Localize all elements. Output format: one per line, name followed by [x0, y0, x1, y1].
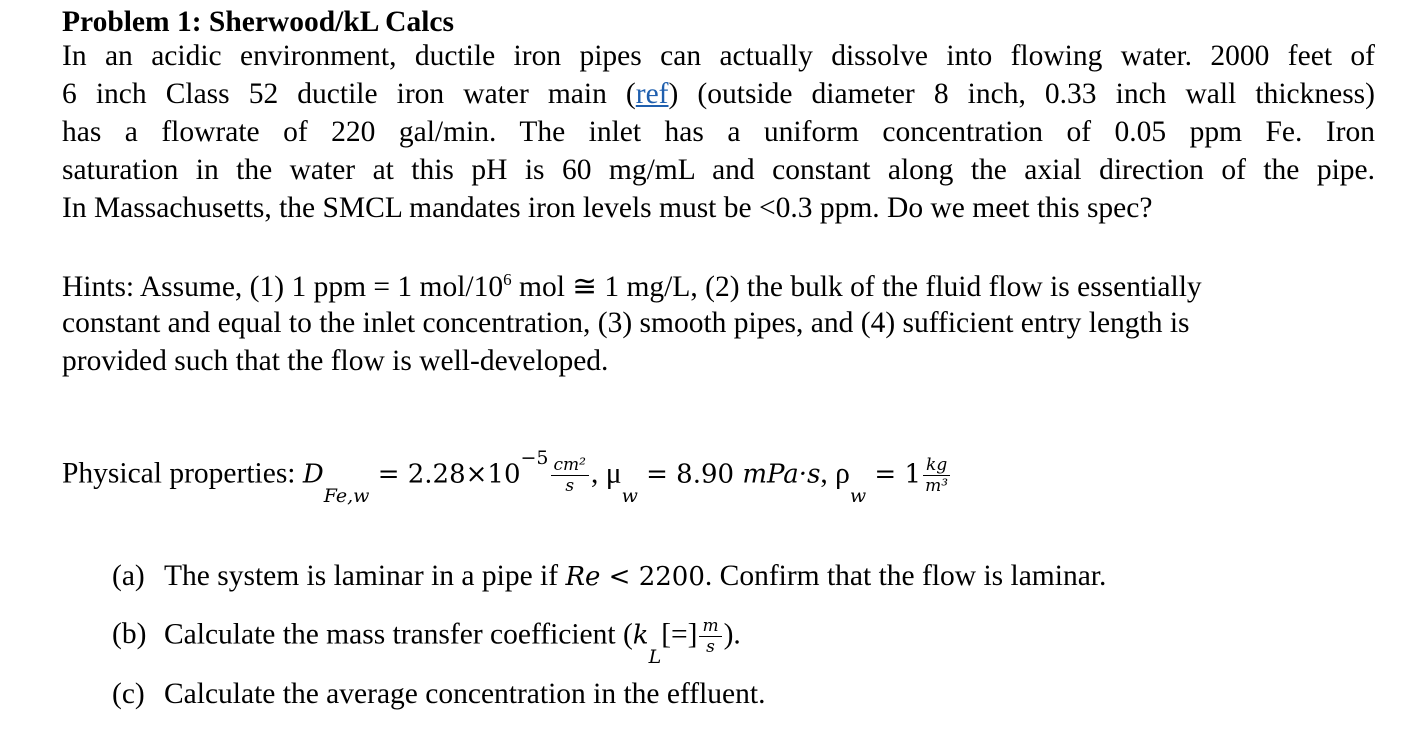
- diffusivity-symbol: D: [302, 459, 324, 490]
- paragraph-line: In an acidic environment, ductile iron pipes can actually dissolve into flowing water. 2000 feet of: [62, 40, 1375, 72]
- text: 6 inch Class 52 ductile iron water main (: [62, 78, 636, 110]
- denominator: s: [706, 637, 715, 657]
- diffusivity-unit: [551, 455, 589, 496]
- text: mol ≅ 1 mg/L, (2) the bulk of the fluid flow is essentially: [511, 271, 1202, 303]
- density-symbol: ρ: [835, 457, 850, 490]
- paragraph-line: has a flowrate of 220 gal/min. The inlet has a uniform concentration of 0.05 ppm Fe. Iron: [62, 116, 1375, 148]
- ref-link[interactable]: ref: [635, 78, 669, 110]
- item-label: (c): [112, 678, 145, 710]
- exponent: −5: [520, 447, 549, 470]
- separator: ,: [591, 457, 606, 490]
- separator: ,: [820, 457, 836, 490]
- subscript: w: [621, 485, 638, 508]
- text: The system is laminar in a pipe if: [164, 560, 566, 592]
- numerator: kg: [923, 455, 950, 476]
- physical-properties: [62, 447, 1375, 508]
- subscript: w: [849, 485, 867, 508]
- question-c: [112, 678, 765, 711]
- text: [=]: [661, 618, 698, 651]
- problem-title: Problem 1: Sherwood/kL Calcs: [62, 6, 454, 38]
- density-value: = 1: [866, 459, 922, 490]
- question-b: [112, 616, 741, 669]
- viscosity-unit: mPa·s: [742, 459, 821, 490]
- viscosity-symbol: μ: [605, 457, 622, 490]
- math: k: [632, 620, 649, 651]
- superscript: 6: [503, 270, 512, 290]
- text: Calculate the mass transfer coefficient (: [164, 618, 633, 651]
- unit-fraction: [699, 616, 721, 657]
- properties-label: Physical properties:: [62, 457, 303, 490]
- text: ) (outside diameter 8 inch, 0.33 inch wall thickness): [668, 78, 1375, 110]
- hints-line: constant and equal to the inlet concentration, (3) smooth pipes, and (4) sufficient entry length is: [62, 307, 1190, 339]
- paragraph-line: [62, 78, 1375, 111]
- text: . Confirm that the flow is laminar.: [704, 560, 1107, 592]
- question-a: [112, 560, 1106, 593]
- numerator: cm²: [551, 455, 589, 476]
- item-label: (a): [112, 560, 145, 592]
- hints-line: [62, 269, 1375, 304]
- subscript: L: [648, 646, 662, 669]
- math: < 2200: [600, 562, 705, 592]
- text: Calculate the average concentration in the effluent.: [164, 678, 766, 710]
- density-unit: [923, 455, 950, 496]
- denominator: s: [565, 476, 575, 496]
- numerator: m: [699, 616, 721, 637]
- paragraph-line: saturation in the water at this pH is 60 mg/mL and constant along the axial direction of the pipe.: [62, 154, 1375, 186]
- text: ).: [723, 618, 741, 651]
- paragraph-line: In Massachusetts, the SMCL mandates iron levels must be <0.3 ppm. Do we meet this spec?: [62, 192, 1153, 224]
- item-label: (b): [112, 618, 147, 651]
- hints-line: provided such that the flow is well-developed.: [62, 345, 609, 377]
- math: Re: [565, 562, 601, 592]
- text: Hints: Assume, (1) 1 ppm = 1 mol/10: [62, 271, 504, 303]
- diffusivity-value: = 2.28×10: [369, 459, 521, 490]
- denominator: m³: [925, 476, 949, 496]
- viscosity-value: = 8.90: [637, 459, 743, 490]
- subscript: Fe,w: [323, 485, 370, 508]
